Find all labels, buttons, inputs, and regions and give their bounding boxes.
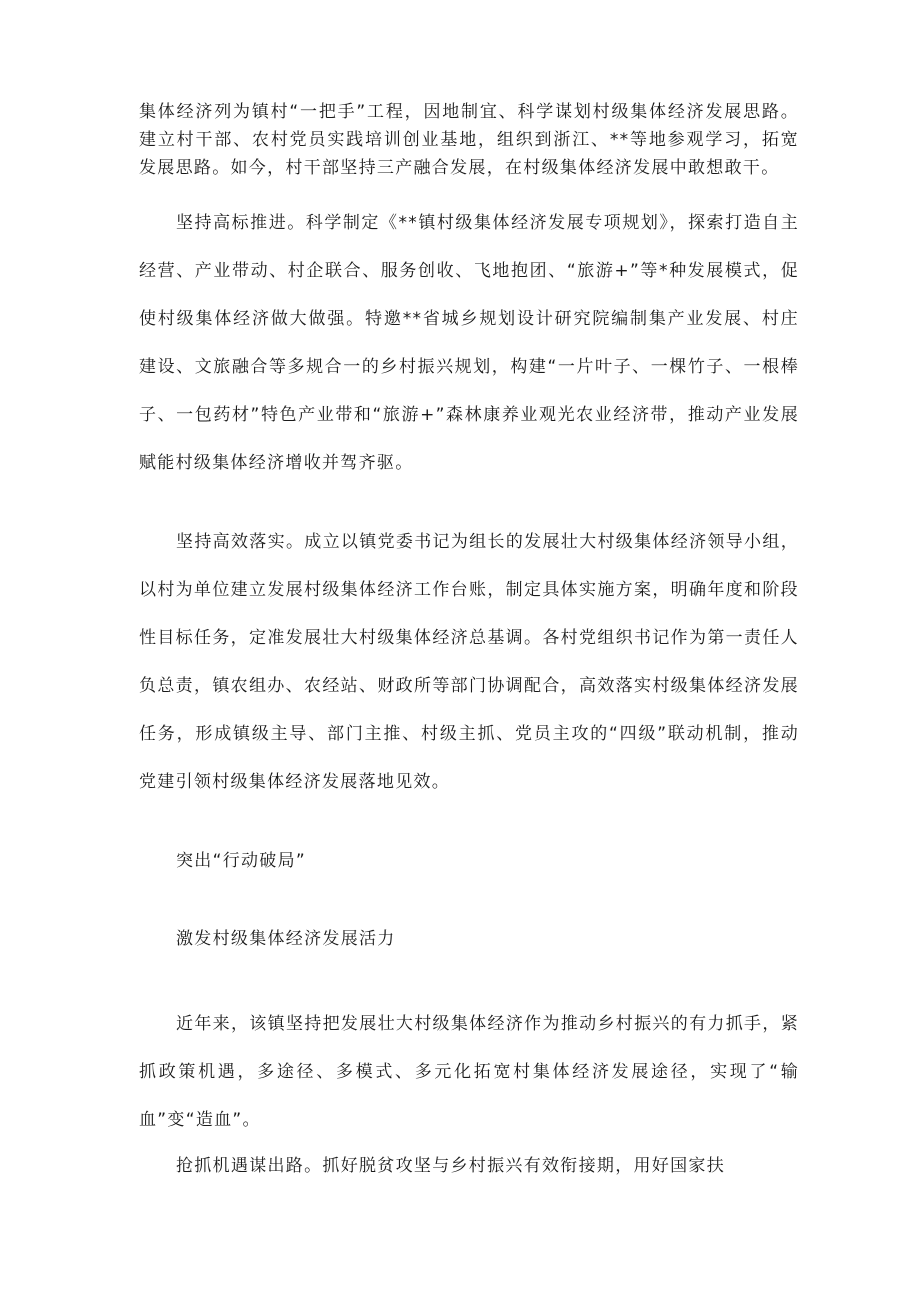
paragraph-intro-continued: 集体经济列为镇村“一把手”工程，因地制宜、科学谋划村级集体经济发展思路。建立村干部、农村党员实践培训创业基地，组织到浙江、**等地参观学习，拓宽发展思路。如今，村干部坚持三产融合发展，在村级集体经济发展中敢想敢干。 <box>139 102 799 178</box>
paragraph-seize-opportunity: 抢抓机遇谋出路。抓好脱贫攻坚与乡村振兴有效衔接期，用好国家扶 <box>176 1156 725 1176</box>
section-heading: 突出“行动破局” <box>176 851 307 871</box>
paragraph-high-efficiency: 坚持高效落实。成立以镇党委书记为组长的发展壮大村级集体经济领导小组，以村为单位建立发展村级集体经济工作台账，制定具体实施方案，明确年度和阶段性目标任务，定准发展壮大村级集体经济总基调。各村党组织书记作为第一责任人负总责，镇农组办、农经站、财政所等部门协调配合，高效落实村级集体经济发展任务，形成镇级主导、部门主推、村级主抓、党员主攻的“四级”联动机制，推动党建引领村级集体经济发展落地见效。 <box>139 532 799 792</box>
paragraph-recent-years: 近年来，该镇坚持把发展壮大村级集体经济作为推动乡村振兴的有力抓手，紧抓政策机遇，多途径、多模式、多元化拓宽村集体经济发展途径，实现了“输血”变“造血”。 <box>139 1014 799 1130</box>
paragraph-high-standard: 坚持高标推进。科学制定《**镇村级集体经济发展专项规划》，探索打造自主经营、产业带动、村企联合、服务创收、飞地抱团、“旅游+”等*种发展模式，促使村级集体经济做大做强。特邀**省城乡规划设计研究院编制集产业发展、村庄建设、文旅融合等多规合一的乡村振兴规划，构建“一片叶子、一棵竹子、一根棒子、一包药材”特色产业带和“旅游+”森林康养业观光农业经济带，推动产业发展赋能村级集体经济增收并驾齐驱。 <box>139 213 799 473</box>
section-subheading: 激发村级集体经济发展活力 <box>176 929 396 949</box>
